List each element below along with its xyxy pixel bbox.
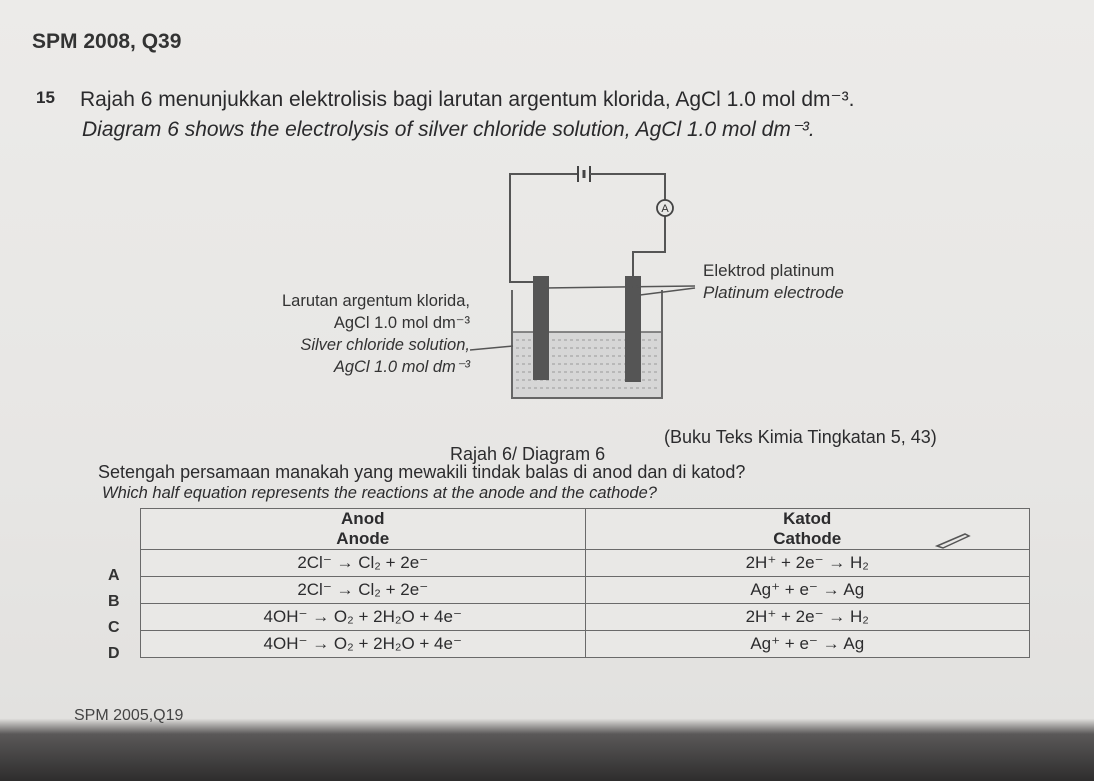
electrode-label: Elektrod platinum Platinum electrode [703, 261, 844, 302]
table-row [141, 550, 1030, 577]
svg-text:A: A [661, 203, 669, 215]
diagram-caption: Rajah 6/ Diagram 6 [450, 444, 606, 464]
solution-label: Larutan argentum klorida, AgCl 1.0 mol dm⁻³ Silver chloride solution, AgCl 1.0 mol dm⁻³ [281, 292, 470, 376]
anode-cell: 2Cl⁻ → Cl₂ + 2e⁻ [141, 550, 586, 577]
anode-cell: 4OH⁻ → O₂ + 2H₂O + 4e⁻ [141, 604, 586, 631]
electrolysis-diagram [440, 160, 700, 400]
sub-question-malay: Setengah persamaan manakah yang mewakili tindak balas di anod dan di katod? [98, 462, 746, 482]
cathode-cell: 2H⁺ + 2e⁻ → H₂ [585, 604, 1030, 631]
question-text-malay: Rajah 6 menunjukkan elektrolisis bagi larutan argentum klorida, AgCl 1.0 mol dm⁻³. [80, 88, 855, 111]
option-letters [108, 563, 120, 667]
cathode-cell: 2H⁺ + 2e⁻ → H₂ [585, 550, 1030, 577]
option-d[interactable]: D [108, 645, 120, 662]
battery-icon [570, 166, 598, 182]
anode-header: Anod Anode [141, 509, 586, 550]
anode-cell: 2Cl⁻ → Cl₂ + 2e⁻ [141, 577, 586, 604]
option-a[interactable]: A [108, 567, 120, 584]
source-reference: SPM 2008, Q39 [32, 30, 182, 53]
anode-cell: 4OH⁻ → O₂ + 2H₂O + 4e⁻ [141, 631, 586, 658]
previous-source-reference: SPM 2005,Q19 [74, 707, 184, 724]
option-b[interactable]: B [108, 593, 120, 610]
table-row [141, 631, 1030, 658]
answer-table [140, 508, 1030, 658]
table-row [141, 577, 1030, 604]
table-row [141, 604, 1030, 631]
table-header-row [141, 509, 1030, 550]
textbook-reference: (Buku Teks Kimia Tingkatan 5, 43) [664, 427, 937, 447]
sub-question-english: Which half equation represents the reactions at the anode and the cathode? [102, 484, 657, 502]
pen-mark-icon [935, 530, 975, 550]
question-number: 15 [36, 88, 55, 107]
option-c[interactable]: C [108, 619, 120, 636]
cathode-cell: Ag⁺ + e⁻ → Ag [585, 631, 1030, 658]
cathode-electrode [625, 276, 641, 382]
cathode-header: Katod Cathode [585, 509, 1030, 550]
cathode-cell: Ag⁺ + e⁻ → Ag [585, 577, 1030, 604]
question-text-english: Diagram 6 shows the electrolysis of silver chloride solution, AgCl 1.0 mol dm⁻³. [82, 118, 815, 141]
anode-electrode [533, 276, 549, 380]
ammeter-icon [657, 200, 673, 216]
